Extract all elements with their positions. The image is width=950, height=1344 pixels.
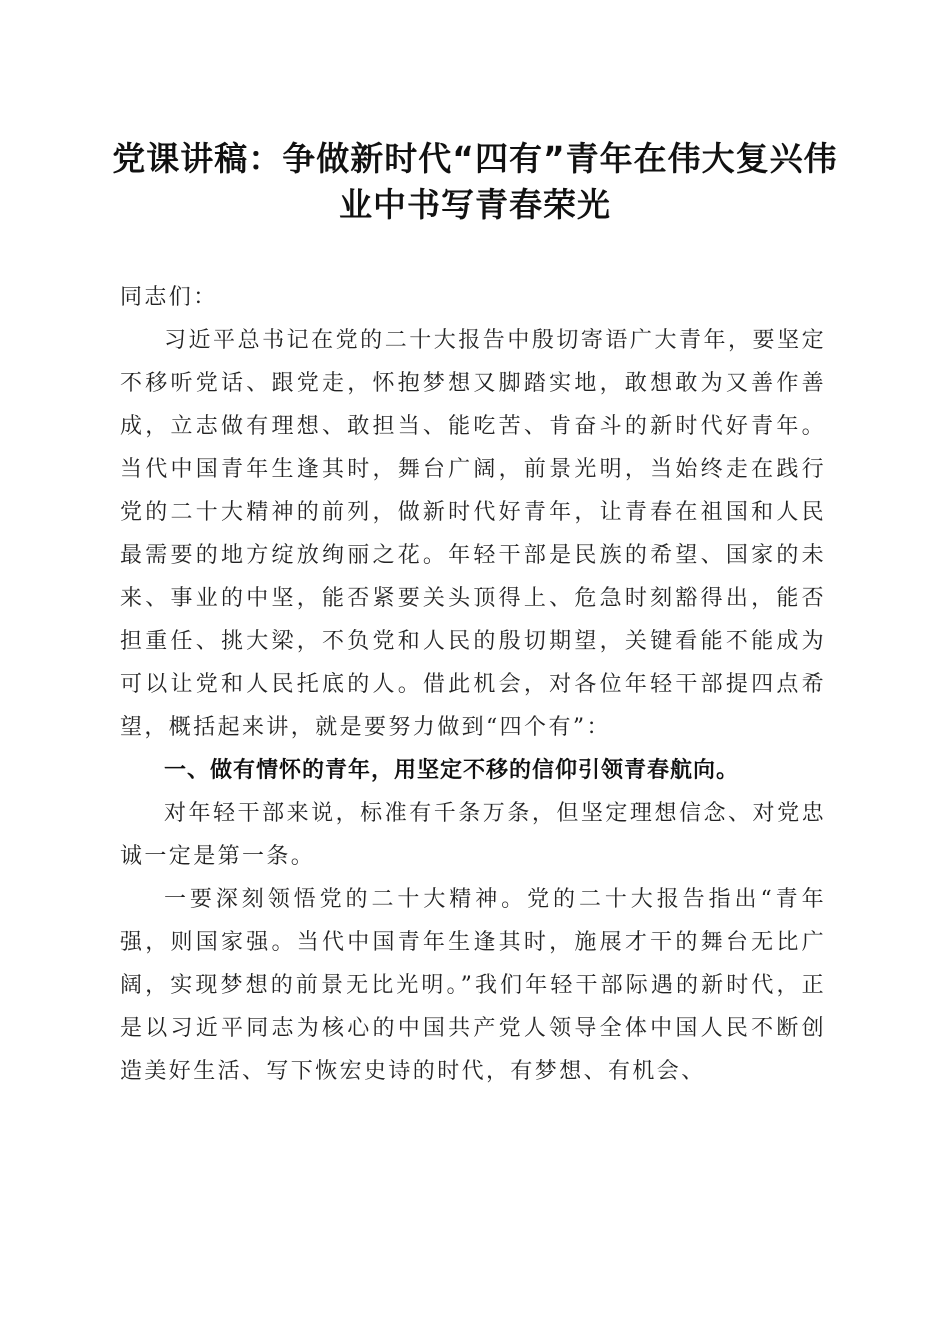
body-paragraph: 习近平总书记在党的二十大报告中殷切寄语广大青年，要坚定不移听党话、跟党走，怀抱梦想又脚踏实地，敢想敢为又善作善成，立志做有理想、敢担当、能吃苦、肯奋斗的新时代好青年。当代中国青年生逢其时，舞台广阔，前景光明，当始终走在践行党的二十大精神的前列，做新时代好青年，让青春在祖国和人民最需要的地方绽放绚丽之花。年轻干部是民族的希望、国家的未来、事业的中坚，能否紧要关头顶得上、危急时刻豁得出，能否担重任、挑大梁，不负党和人民的殷切期望，关键看能不能成为可以让党和人民托底的人。借此机会，对各位年轻干部提四点希望，概括起来讲，就是要努力做到“四个有”： [120,328,826,740]
section-heading: 一、做有情怀的青年，用坚定不移的信仰引领青春航向。 [164,758,740,783]
document-body [120,276,826,1093]
document-title: 党课讲稿：争做新时代“四有”青年在伟大复兴伟业中书写青春荣光 [112,139,838,224]
body-paragraph: 一要深刻领悟党的二十大精神。党的二十大报告指出“青年强，则国家强。当代中国青年生逢其时，施展才干的舞台无比广阔，实现梦想的前景无比光明。”我们年轻干部际遇的新时代，正是以习近平同志为核心的中国共产党人领导全体中国人民不断创造美好生活、写下恢宏史诗的时代，有梦想、有机会、 [120,887,826,1084]
salutation: 同志们： [120,285,218,310]
body-paragraph: 对年轻干部来说，标准有千条万条，但坚定理想信念、对党忠诚一定是第一条。 [120,801,826,869]
